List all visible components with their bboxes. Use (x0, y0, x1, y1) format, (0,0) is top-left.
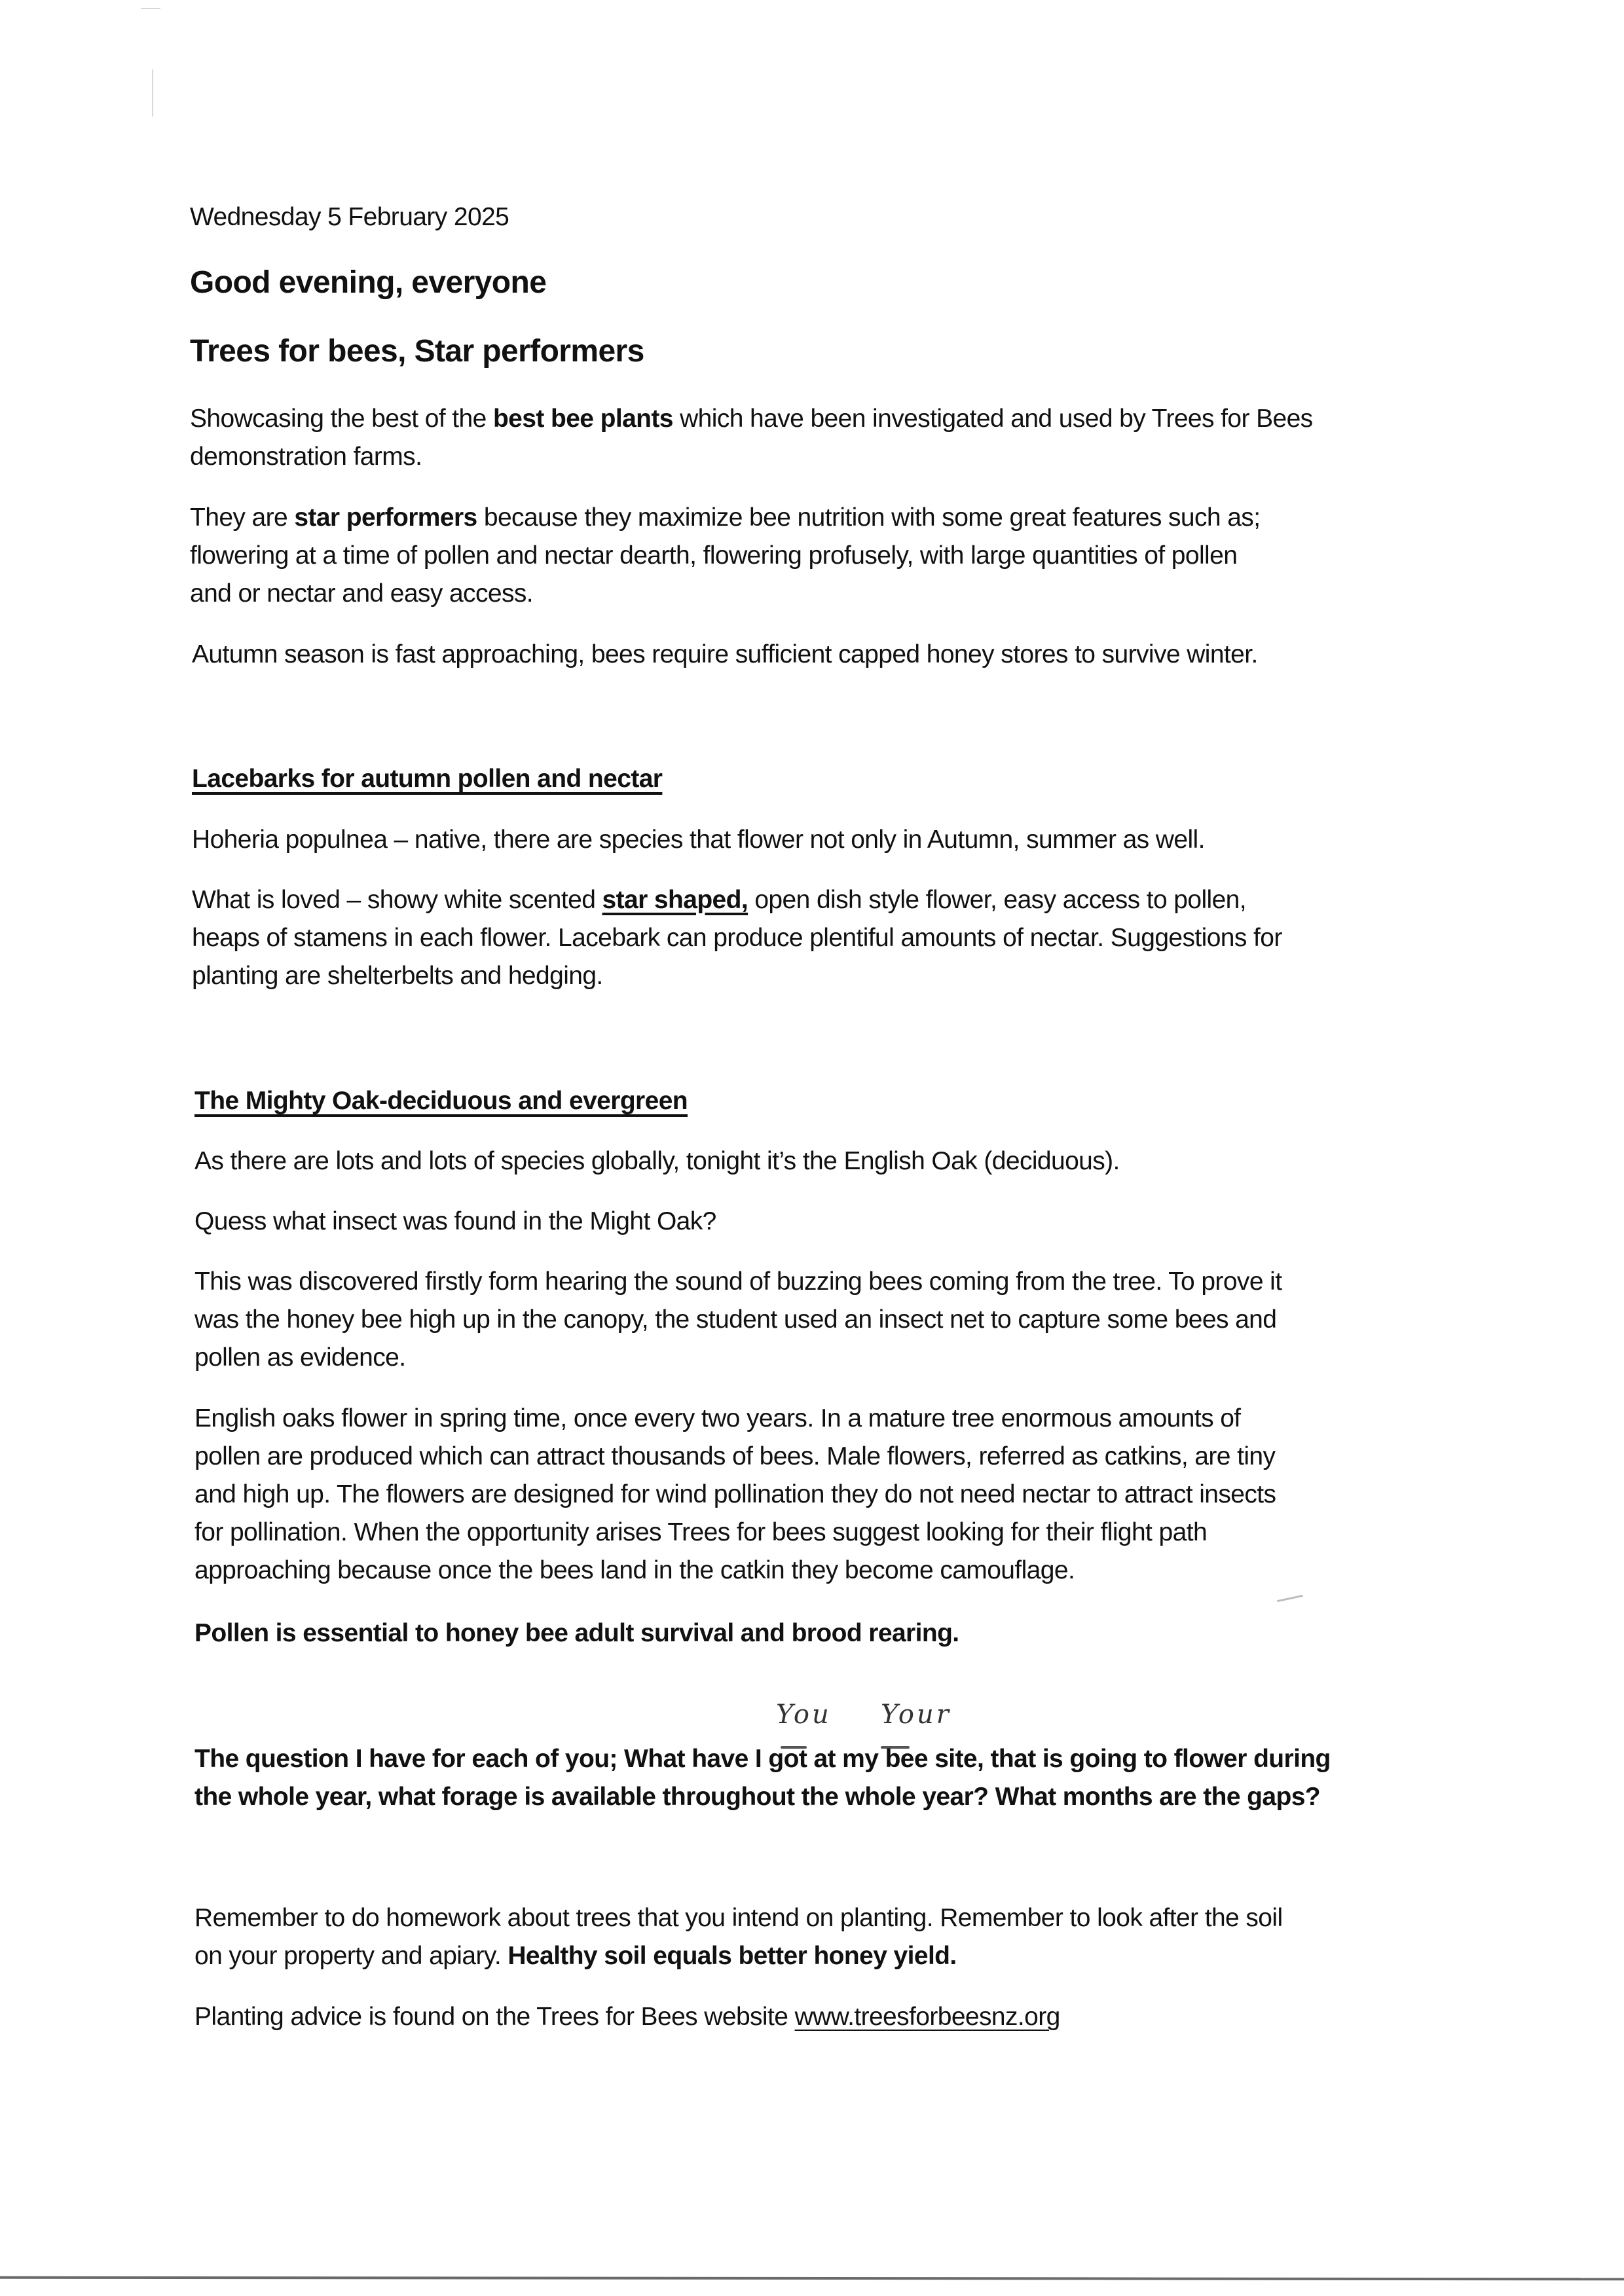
oak-key-statement: Pollen is essential to honey bee adult survival and brood rearing. (194, 1619, 959, 1647)
section-heading-lacebarks: Lacebarks for autumn pollen and nectar (192, 765, 663, 793)
emphasis-phrase: star shaped, (602, 886, 748, 914)
question-line-2: the whole year, what forage is available throughout the whole year? What months are the gaps? (194, 1783, 1321, 1811)
text: which have been investigated and used by Trees for Bees (673, 405, 1313, 433)
section-heading-oak: The Mighty Oak-deciduous and evergreen (194, 1087, 688, 1115)
text: They are (190, 503, 295, 532)
text: Planting advice is found on the Trees for Bees website (194, 2003, 795, 2031)
oak-paragraph-4-line-2: pollen are produced which can attract thousands of bees. Male flowers, referred as catkins, are tiny (194, 1442, 1276, 1470)
greeting-heading: Good evening, everyone (190, 265, 547, 300)
closing-paragraph-2 (194, 2004, 1060, 2030)
text: What is loved – showy white scented (192, 886, 602, 914)
website-link[interactable]: www.treesforbeesnz.org (794, 2003, 1060, 2031)
oak-paragraph-2: Quess what insect was found in the Might Oak? (194, 1207, 716, 1235)
lacebark-paragraph-1: Hoheria populnea – native, there are species that flower not only in Autumn, summer as well. (192, 826, 1205, 854)
closing-paragraph-1-line-1: Remember to do homework about trees that you intend on planting. Remember to look after the soil (194, 1904, 1283, 1932)
bold-phrase: Healthy soil equals better honey yield. (507, 1942, 957, 1970)
oak-paragraph-4-line-4: for pollination. When the opportunity arises Trees for bees suggest looking for their flight path (194, 1518, 1208, 1546)
scan-artifact-smudge (1277, 1595, 1303, 1602)
intro-paragraph-1-line-2: demonstration farms. (190, 443, 422, 471)
text: Showcasing the best of the (190, 405, 493, 433)
text: open dish style flower, easy access to pollen, (748, 886, 1247, 914)
oak-paragraph-3-line-3: pollen as evidence. (194, 1343, 406, 1372)
page-title: Trees for bees, Star performers (190, 334, 644, 369)
intro-paragraph-2-line-3: and or nectar and easy access. (190, 579, 533, 608)
lacebark-paragraph-2-line-1 (192, 887, 1246, 913)
intro-paragraph-3: Autumn season is fast approaching, bees require sufficient capped honey stores to survive winter. (192, 640, 1258, 668)
intro-paragraph-1-line-1 (190, 406, 1313, 431)
lacebark-paragraph-2-line-2: heaps of stamens in each flower. Lacebark can produce plentiful amounts of nectar. Suggestions for (192, 924, 1282, 952)
scan-artifact-top (141, 8, 160, 9)
question-line-1: The question I have for each of you; What have I got at my bee site, that is going to flower during (194, 1745, 1331, 1773)
lacebark-paragraph-2-line-3: planting are shelterbelts and hedging. (192, 962, 603, 990)
intro-paragraph-2-line-1 (190, 505, 1260, 530)
scan-edge-line (0, 2276, 1624, 2281)
oak-paragraph-3-line-1: This was discovered firstly form hearing the sound of buzzing bees coming from the tree. To prove it (194, 1267, 1282, 1296)
bold-phrase: star performers (294, 503, 477, 532)
intro-paragraph-2-line-2: flowering at a time of pollen and nectar dearth, flowering profusely, with large quantities of pollen (190, 541, 1238, 570)
handwritten-correction-you: You (776, 1700, 832, 1730)
oak-paragraph-3-line-2: was the honey bee high up in the canopy, the student used an insect net to capture some bees and (194, 1305, 1277, 1334)
oak-paragraph-1: As there are lots and lots of species globally, tonight it’s the English Oak (deciduous). (194, 1147, 1120, 1175)
text: on your property and apiary. (194, 1942, 508, 1970)
bold-phrase: best bee plants (492, 405, 673, 433)
closing-paragraph-1-line-2 (194, 1943, 957, 1969)
scan-artifact-vertical (152, 69, 153, 117)
oak-paragraph-4-line-1: English oaks flower in spring time, once every two years. In a mature tree enormous amounts of (194, 1404, 1241, 1432)
oak-paragraph-4-line-3: and high up. The flowers are designed for wind pollination they do not need nectar to attract insects (194, 1480, 1276, 1508)
oak-paragraph-4-line-5: approaching because once the bees land in the catkin they become camouflage. (194, 1556, 1075, 1584)
letter-date: Wednesday 5 February 2025 (190, 203, 509, 231)
handwritten-correction-your: Your (881, 1700, 951, 1730)
text: because they maximize bee nutrition with some great features such as; (477, 503, 1261, 532)
